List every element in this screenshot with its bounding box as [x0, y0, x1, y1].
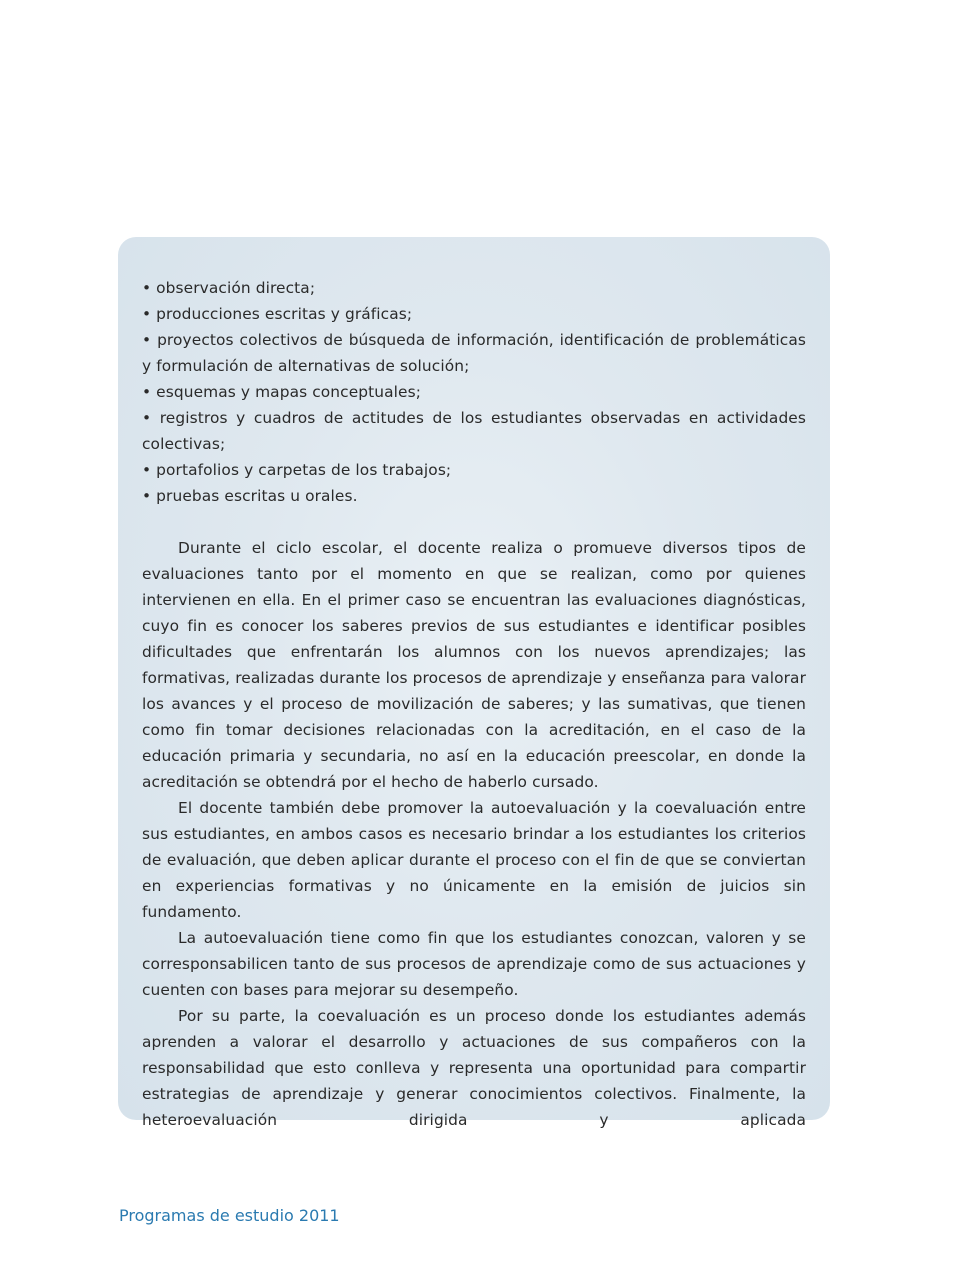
paragraph: Durante el ciclo escolar, el docente realiza o promueve diversos tipos de evaluaciones tanto por el momento en que se realizan, como por quienes intervienen en ella. En el primer caso se encuentran las evaluaciones diagnósticas, cuyo fin es conocer los saberes previos de sus estudiantes e identificar posibles dificultades que enfrentarán los alumnos con los nuevos aprendizajes; las formativas, realizadas durante los procesos de aprendizaje y enseñanza para valorar los avances y el proceso de movilización de saberes; y las sumativas, que tienen como fin tomar decisiones relacionadas con la acreditación, en el caso de la educación primaria y secundaria, no así en la educación preescolar, en donde la acreditación se obtendrá por el hecho de haberlo cursado. [142, 539, 806, 791]
list-item: • producciones escritas y gráficas; [142, 305, 413, 323]
list-item: • pruebas escritas u orales. [142, 487, 358, 505]
list-item: • portafolios y carpetas de los trabajos; [142, 461, 452, 479]
list-item: • registros y cuadros de actitudes de los estudiantes observadas en actividades colectivas; [142, 409, 806, 453]
paragraph: Por su parte, la coevaluación es un proceso donde los estudiantes además aprenden a valorar el desarrollo y actuaciones de sus compañeros con la responsabilidad que esto conlleva y representa una oportunidad para compartir estrategias de aprendizaje y generar conocimientos colectivos. Finalmente, la heteroevaluación dirigida y aplicada [142, 1007, 806, 1129]
paragraph: El docente también debe promover la autoevaluación y la coevaluación entre sus estudiantes, en ambos casos es necesario brindar a los estudiantes los criterios de evaluación, que deben aplicar durante el proceso con el fin de que se conviertan en experiencias formativas y no únicamente en la emisión de juicios sin fundamento. [142, 799, 806, 921]
page-footer: Programas de estudio 2011 [119, 1206, 340, 1225]
list-item: • esquemas y mapas conceptuales; [142, 383, 422, 401]
paragraph: La autoevaluación tiene como fin que los estudiantes conozcan, valoren y se corresponsabilicen tanto de sus procesos de aprendizaje como de sus actuaciones y cuenten con bases para mejorar su desempeño. [142, 929, 806, 999]
list-item: • observación directa; [142, 279, 316, 297]
list-item: • proyectos colectivos de búsqueda de información, identificación de problemáticas y formulación de alternativas de solución; [142, 331, 806, 375]
page-body [142, 275, 806, 1133]
evaluation-instruments-list [142, 275, 806, 509]
